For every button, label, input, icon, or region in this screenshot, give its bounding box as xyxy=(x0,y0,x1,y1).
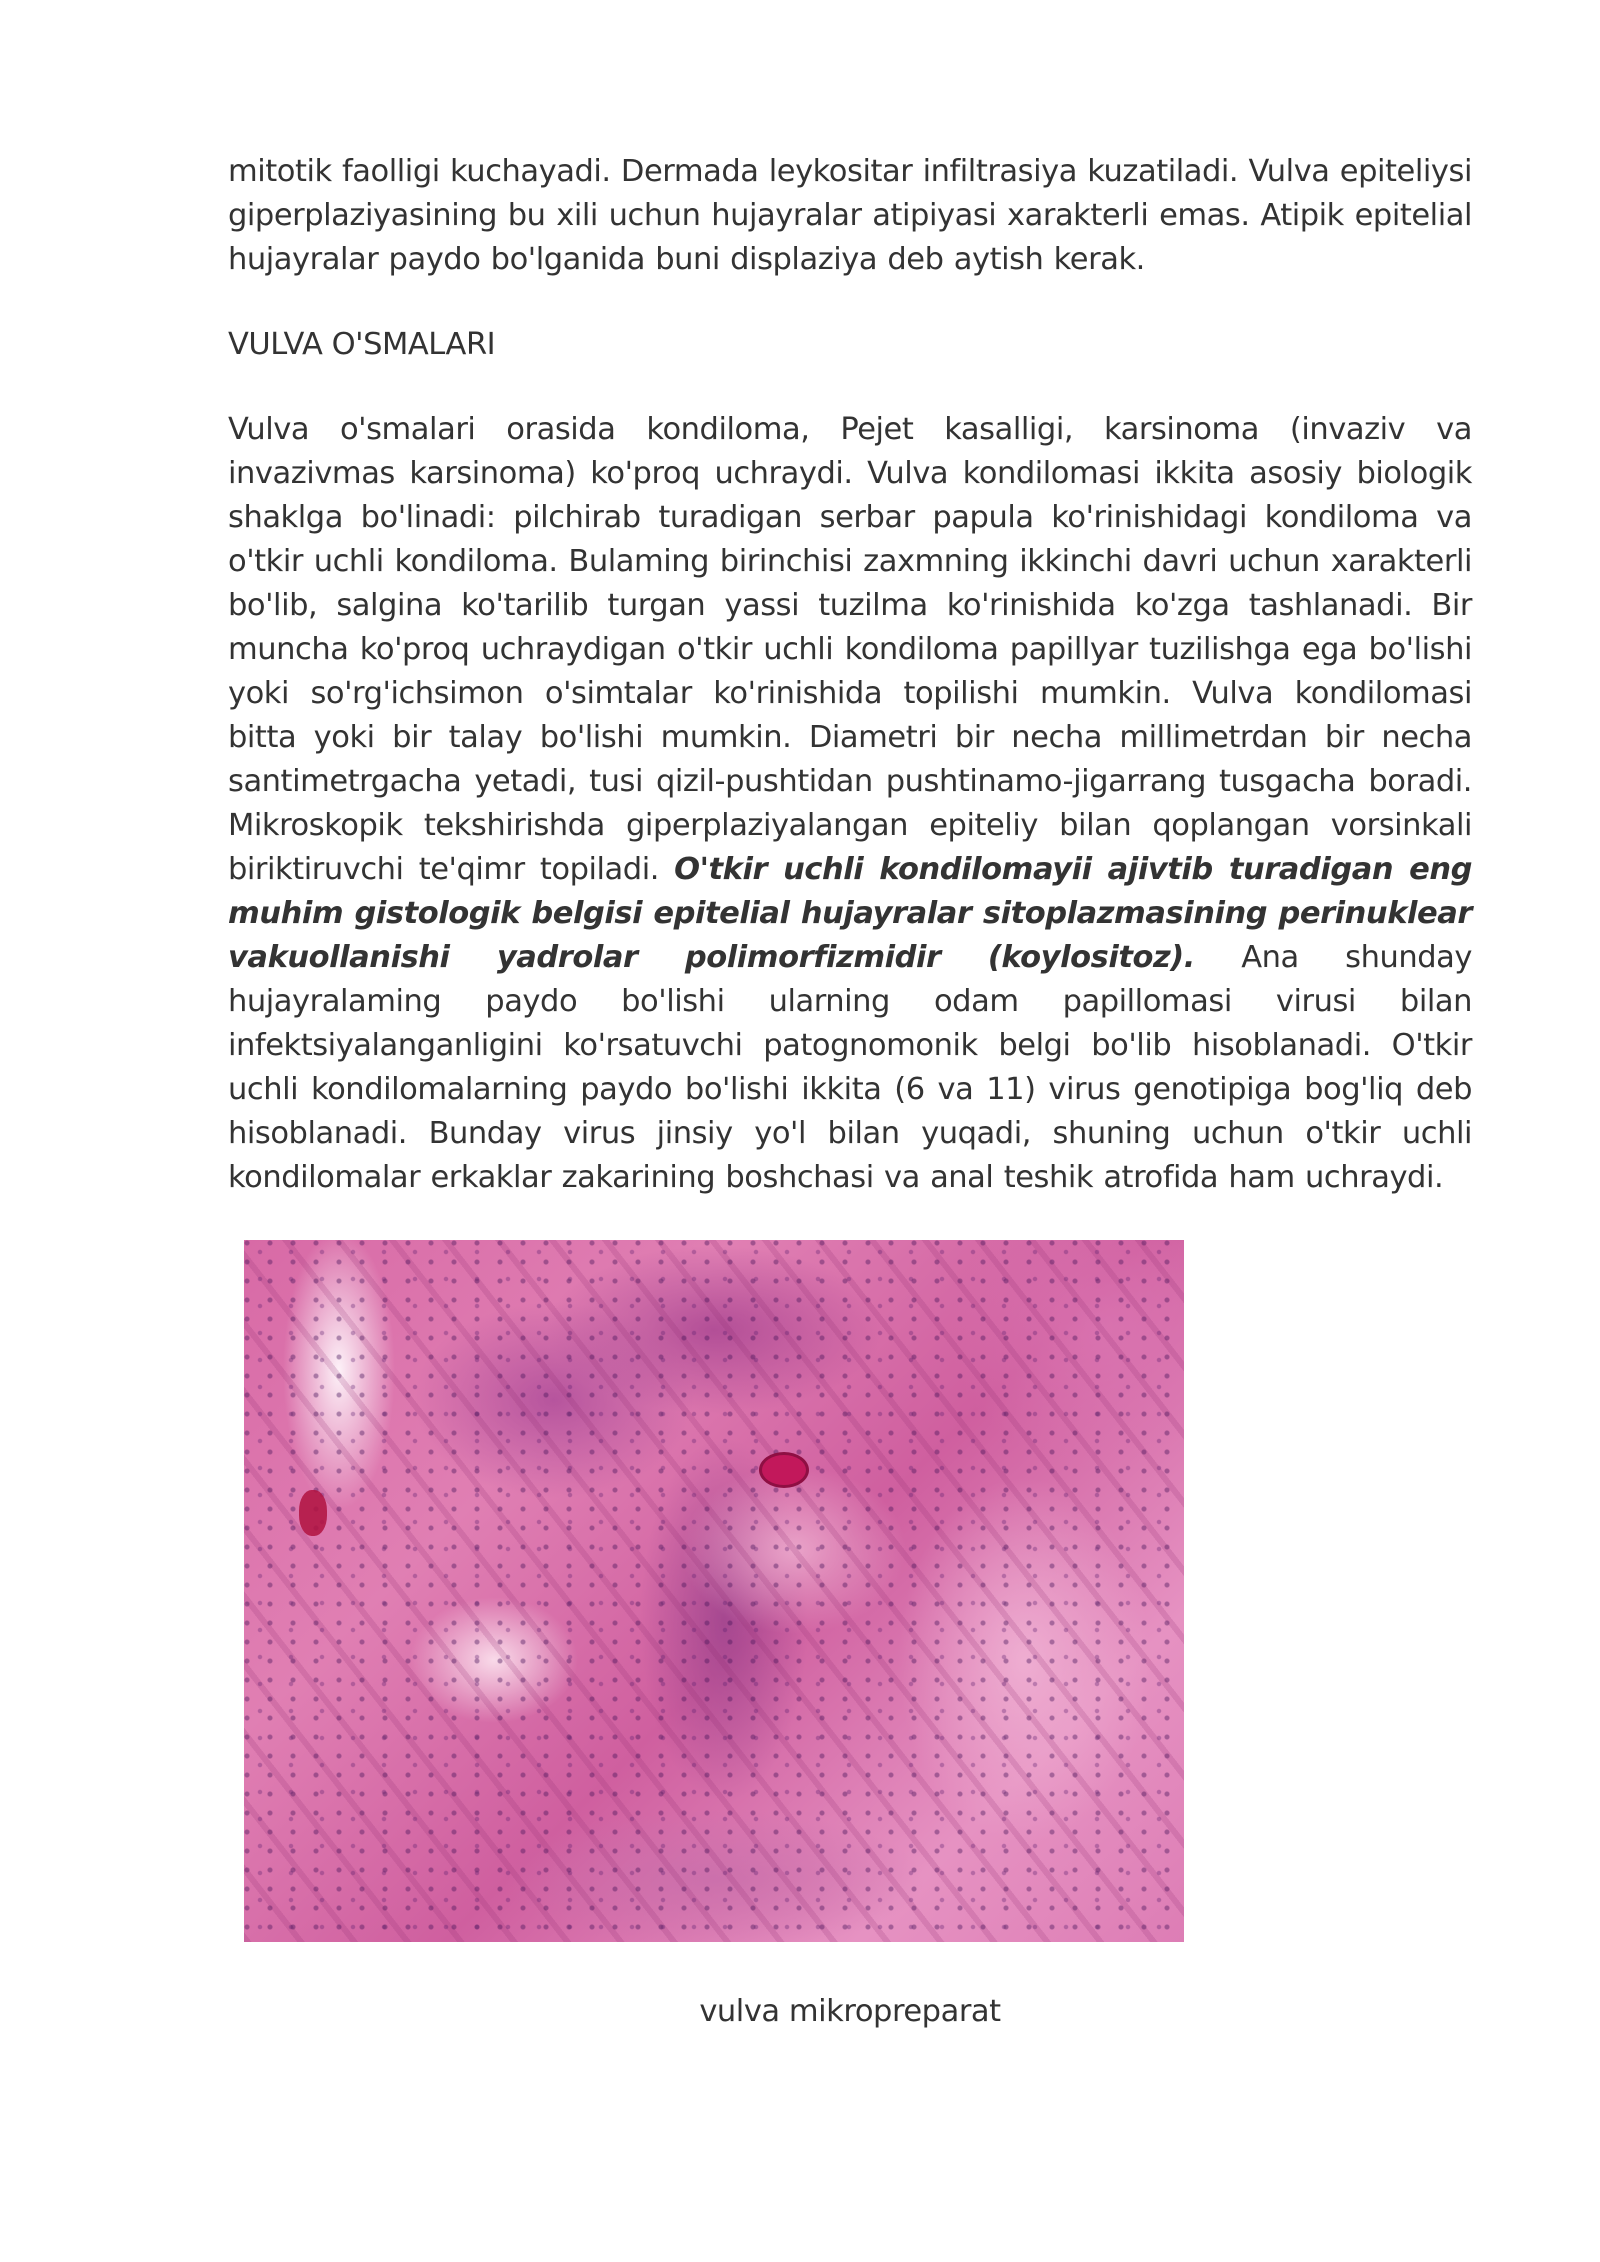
tumors-line: karsinoma) ko'proq uchraydi. Vulva kondilomasi ikkita asosiy biologik shaklga xyxy=(228,456,1473,535)
micrograph-figure xyxy=(244,1240,1184,1942)
tumors-line: ko'proq uchraydigan o'tkir uchli kondiloma papillyar tuzilishga ega bo'lishi yoki xyxy=(228,632,1472,711)
tumors-line: salgina ko'tarilib turgan yassi tuzilma ko'rinishida ko'zga tashlanadi. Bir muncha xyxy=(228,588,1472,667)
tumors-line: bo'linadi: pilchirab turadigan serbar papula ko'rinishidagi kondiloma va o'tkir uchli xyxy=(228,500,1472,579)
tumors-line: bir talay bo'lishi mumkin. Diametri bir necha millimetrdan bir necha santimetrgacha xyxy=(228,720,1472,799)
figure-caption: vulva mikropreparat xyxy=(699,1994,1001,2029)
cell-nuclei-texture xyxy=(244,1240,1184,1942)
document-page xyxy=(228,150,1472,1200)
tumors-continuation: Ana shunday hujayralaming paydo bo'lishi ularning odam papillomasi virusi bilan infektsiyalanganligini ko'rsatuvchi patognomonik belgi bo'lib hisoblanadi. O'tkir uchli kondilomalarning paydo bo'lishi ikkita (6 va 11) virus genotipiga bog'liq deb hisoblanadi. Bunday virus jinsiy yo'l bilan yuqadi, shuning uchun o'tkir uchli kondilomalar erkaklar zakarining boshchasi va anal teshik atrofida ham uchraydi. xyxy=(228,940,1472,1195)
tumors-paragraph xyxy=(228,408,1472,1200)
section-heading: VULVA O'SMALARI xyxy=(228,327,496,362)
intro-line: giperplaziyasining bu xili uchun hujayralar atipiyasi xarakterli emas. Atipik epitelial xyxy=(228,198,1472,233)
tumors-line: so'rg'ichsimon o'simtalar ko'rinishida topilishi mumkin. Vulva kondilomasi bitta yoki xyxy=(228,676,1472,755)
tumors-line: tekshirishda giperplaziyalangan epiteliy bilan qoplangan vorsinkali biriktiruvchi xyxy=(228,808,1473,887)
hemorrhage-spot xyxy=(299,1490,327,1536)
intro-line: mitotik faolligi kuchayadi. Dermada leykositar infiltrasiya kuzatiladi. Vulva epiteliysi xyxy=(228,154,1472,189)
tumors-line: kondiloma. Bulaming birinchisi zaxmning ikkinchi davri uchun xarakterli bo'lib, xyxy=(228,544,1472,623)
intro-paragraph xyxy=(228,150,1472,282)
intro-line: hujayralar paydo bo'lganida buni displaziya deb aytish kerak. xyxy=(228,242,1145,277)
tumors-line: yetadi, tusi qizil-pushtidan pushtinamo-jigarrang tusgacha boradi. Mikroskopik xyxy=(228,764,1473,843)
tumors-line: Vulva o'smalari orasida kondiloma, Pejet kasalligi, karsinoma (invaziv va invazivmas xyxy=(228,412,1472,491)
tumors-line: te'qimr topiladi. xyxy=(418,852,659,887)
blood-vessel xyxy=(759,1452,809,1488)
key-histology-sentence: O'tkir uchli kondilomayii ajivtib turadigan eng muhim gistologik belgisi epitelial hujayralar sitoplazmasining perinuklear vakuollanishi yadrolar polimorfizmidir (koylositoz). xyxy=(228,852,1473,975)
micrograph-image xyxy=(244,1240,1184,1942)
